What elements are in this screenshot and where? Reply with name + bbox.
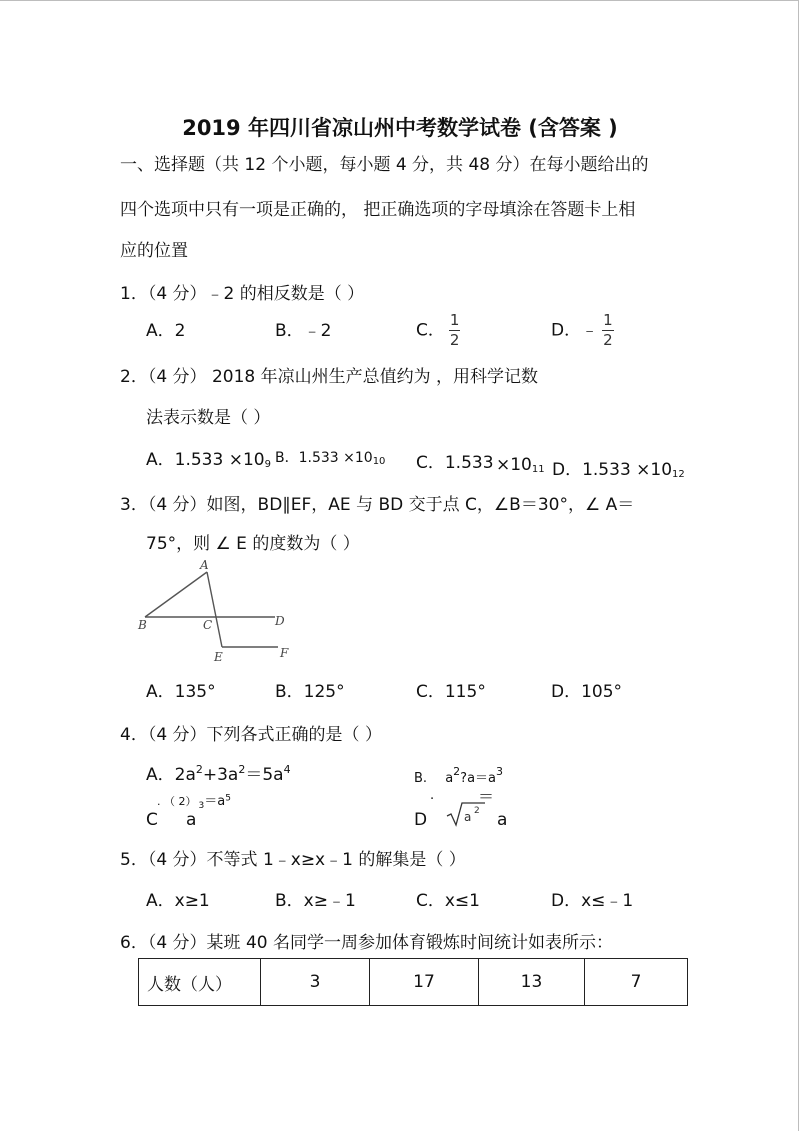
option-c-label: C．	[416, 320, 445, 341]
question-4-option-d-a: a	[497, 810, 508, 830]
question-1-option-c	[416, 313, 460, 348]
question-1-option-b: B．﹣2	[275, 321, 332, 341]
fraction-denominator: 2	[449, 331, 460, 349]
table-cell: 13	[479, 959, 585, 1006]
exponent: 2	[453, 765, 461, 778]
label-d: D	[275, 614, 285, 628]
expr-part: a	[445, 771, 454, 786]
label-e: E	[214, 650, 223, 664]
question-5-stem: 5．（4 分）不等式 1﹣x≥x﹣1 的解集是（ ）	[120, 850, 466, 870]
question-2-option-a	[146, 445, 271, 470]
question-3-stem: 3．（4 分）如图，BD∥EF，AE 与 BD 交于点 C，∠B＝30°，∠ A＝	[120, 495, 635, 515]
option-text: ×10	[496, 455, 532, 475]
exponent: 11	[531, 464, 545, 475]
segment-ae	[207, 572, 222, 647]
exponent: 3	[198, 801, 205, 811]
option-text: B．1.533 ×10	[275, 450, 373, 466]
segment-ba	[145, 572, 207, 617]
expr-part: ?a＝a	[460, 771, 497, 786]
question-2-stem-line-2: 法表示数是（ ）	[146, 408, 271, 428]
exponent: 2	[195, 763, 203, 776]
fraction-one-half	[602, 313, 614, 348]
question-5-option-b: B．x≥﹣1	[275, 891, 356, 911]
fraction-one-half	[449, 313, 461, 348]
radicand-exponent: 2	[474, 806, 480, 816]
question-5-option-c: C．x≤1	[416, 891, 480, 911]
label-a: A	[200, 558, 209, 572]
section-instruction-line-1: 一、选择题（共 12 个小题，每小题 4 分，共 48 分）在每小题给出的	[120, 155, 649, 175]
option-label: B.	[414, 771, 428, 786]
label-c: C	[203, 618, 213, 632]
question-3-option-b: B．125°	[275, 682, 345, 702]
question-3-stem-line-2: 75°，则 ∠ E 的度数为（ ）	[146, 534, 360, 554]
question-2-option-d	[552, 455, 685, 480]
exponent: 10	[372, 456, 386, 467]
option-text: C．1.533	[416, 453, 494, 473]
option-text: D．1.533 ×10	[552, 460, 673, 480]
question-4-option-d-equals: ＝	[478, 787, 495, 806]
exponent: 12	[672, 469, 685, 480]
option-text: A．1.533 ×10	[146, 450, 265, 470]
page-title: 2019 年四川省凉山州中考数学试卷 (含答案 )	[182, 116, 618, 140]
question-4-option-d-letter: D	[414, 810, 428, 830]
expr-part: . （ 2）	[157, 795, 197, 808]
question-4-option-b	[414, 765, 503, 786]
fraction-numerator: 1	[449, 311, 460, 329]
question-3-option-d: D．105°	[551, 682, 623, 702]
question-1-option-a: A．2	[146, 321, 186, 341]
label-f: F	[280, 646, 289, 660]
exponent: 3	[496, 765, 504, 778]
table-cell: 3	[261, 959, 370, 1006]
geometry-figure	[130, 555, 300, 665]
question-4-option-c-expr	[157, 790, 231, 811]
table-cell: 17	[370, 959, 479, 1006]
exponent: 5	[225, 793, 231, 804]
question-4-stem: 4．（4 分）下列各式正确的是（ ）	[120, 725, 382, 745]
question-4-option-c-letter: C	[146, 810, 158, 830]
expr-part: A．2a	[146, 765, 196, 785]
question-2-option-c	[416, 448, 494, 473]
exponent: 9	[264, 459, 271, 470]
question-4-option-a	[146, 760, 291, 785]
question-2-stem: 2．（4 分） 2018 年凉山州生产总值约为 ，用科学记数	[120, 367, 539, 387]
table-row	[139, 959, 688, 1006]
question-3-option-c: C．115°	[416, 682, 486, 702]
expr-part: ＝a	[204, 794, 226, 809]
table-row-label: 人数（人）	[139, 959, 261, 1006]
exponent: 4	[283, 763, 291, 776]
fraction-numerator: 1	[603, 311, 613, 329]
label-b: B	[138, 618, 147, 632]
expr-part: ＝5a	[245, 765, 284, 785]
question-3-option-a: A．135°	[146, 682, 216, 702]
question-1-option-d	[551, 313, 614, 348]
question-5-option-d: D．x≤﹣1	[551, 891, 634, 911]
section-instruction-line-2: 四个选项中只有一项是正确的， 把正确选项的字母填涂在答题卡上相	[120, 200, 636, 220]
fraction-denominator: 2	[603, 331, 613, 349]
question-5-option-a: A．x≥1	[146, 891, 210, 911]
question-6-stem: 6．（4 分）某班 40 名同学一周参加体育锻炼时间统计如表所示：	[120, 933, 613, 953]
radicand: a	[464, 810, 472, 824]
expr-part: +3a	[202, 765, 239, 785]
exponent: 2	[238, 763, 246, 776]
question-4-option-c-a: a	[186, 810, 197, 830]
question-4-option-d-dot: .	[430, 788, 435, 803]
question-2-option-c-power	[496, 455, 545, 475]
question-2-option-b	[275, 447, 385, 467]
option-d-label: D．﹣	[551, 320, 599, 341]
table-cell: 7	[585, 959, 688, 1006]
section-instruction-line-3: 应的位置	[120, 241, 188, 261]
exercise-time-table	[138, 958, 688, 1006]
question-1-stem: 1．（4 分）﹣2 的相反数是（ ）	[120, 284, 365, 304]
